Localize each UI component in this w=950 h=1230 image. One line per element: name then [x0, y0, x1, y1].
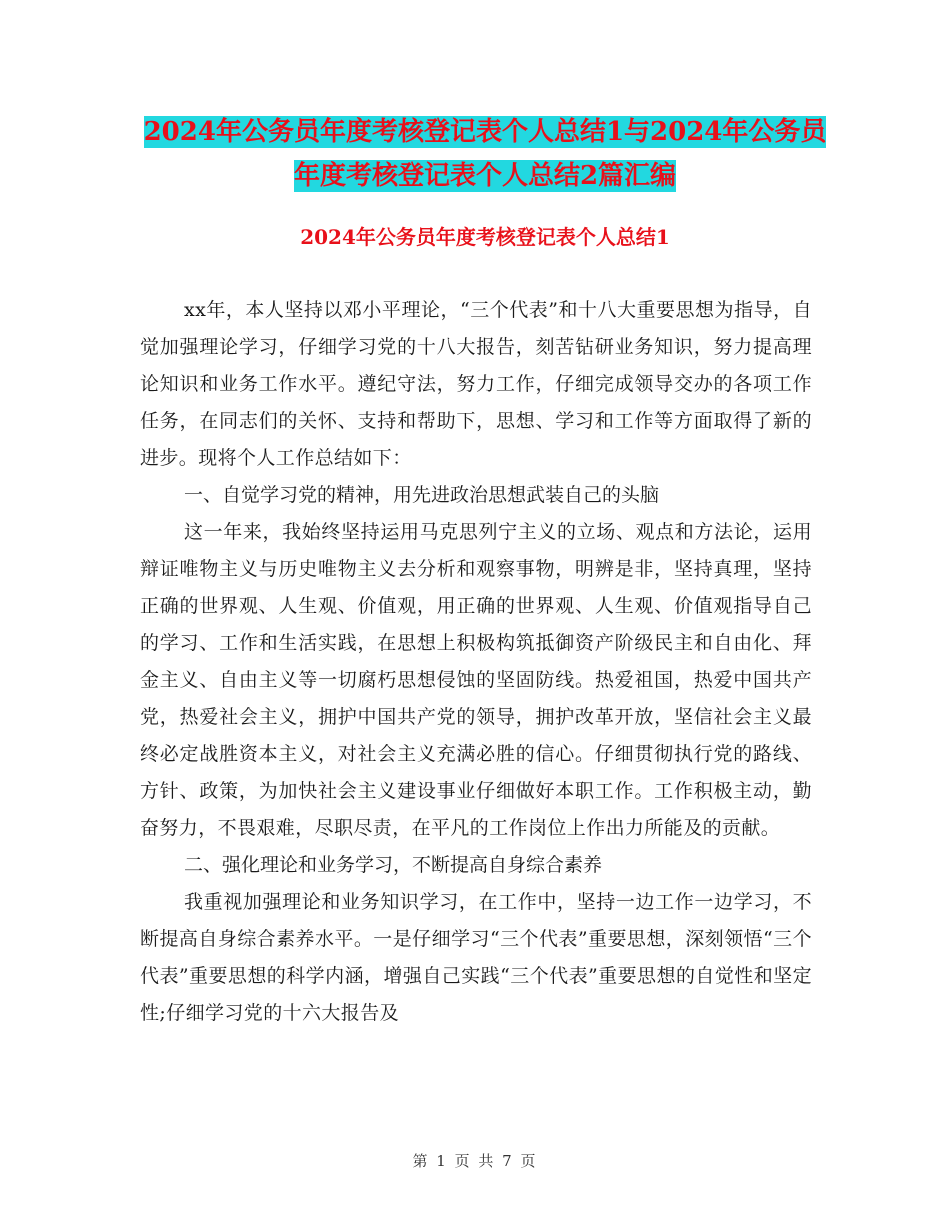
page-footer: 第 1 页 共 7 页: [412, 1152, 538, 1170]
document-main-title: [140, 110, 830, 198]
body-paragraph-1: 这一年来，我始终坚持运用马克思列宁主义的立场、观点和方法论，运用辩证唯物主义与历史唯物主义去分析和观察事物，明辨是非，坚持真理，坚持正确的世界观、人生观、价值观，用正确的世界观、人生观、价值观指导自己的学习、工作和生活实践，在思想上积极构筑抵御资产阶级民主和自由化、拜金主义、自由主义等一切腐朽思想侵蚀的坚固防线。热爱祖国，热爱中国共产党，热爱社会主义，拥护中国共产党的领导，拥护改革开放，坚信社会主义最终必定战胜资本主义，对社会主义充满必胜的信心。仔细贯彻执行党的路线、方针、政策，为加快社会主义建设事业仔细做好本职工作。工作积极主动，勤奋努力，不畏艰难，尽职尽责，在平凡的工作岗位上作出力所能及的贡献。: [140, 521, 812, 839]
section-title: 2024年公务员年度考核登记表个人总结1: [300, 225, 670, 249]
document-body: [140, 292, 812, 1032]
section-heading-2: 二、强化理论和业务学习，不断提高自身综合素养: [184, 854, 603, 876]
intro-paragraph: xx年，本人坚持以邓小平理论，“三个代表”和十八大重要思想为指导，自觉加强理论学习，仔细学习党的十八大报告，刻苦钻研业务知识，努力提高理论知识和业务工作水平。遵纪守法，努力工作，仔细完成领导交办的各项工作任务，在同志们的关怀、支持和帮助下，思想、学习和工作等方面取得了新的进步。现将个人工作总结如下：: [140, 299, 812, 469]
body-paragraph-2: 我重视加强理论和业务知识学习，在工作中，坚持一边工作一边学习，不断提高自身综合素养水平。一是仔细学习“三个代表”重要思想，深刻领悟“三个代表”重要思想的科学内涵，增强自己实践“三个代表”重要思想的自觉性和坚定性;仔细学习党的十六大报告及: [140, 891, 812, 1024]
section-heading-1: 一、自觉学习党的精神，用先进政治思想武装自己的头脑: [184, 484, 660, 506]
main-title-text: 2024年公务员年度考核登记表个人总结1与2024年公务员年度考核登记表个人总结2篇汇编: [143, 117, 827, 191]
